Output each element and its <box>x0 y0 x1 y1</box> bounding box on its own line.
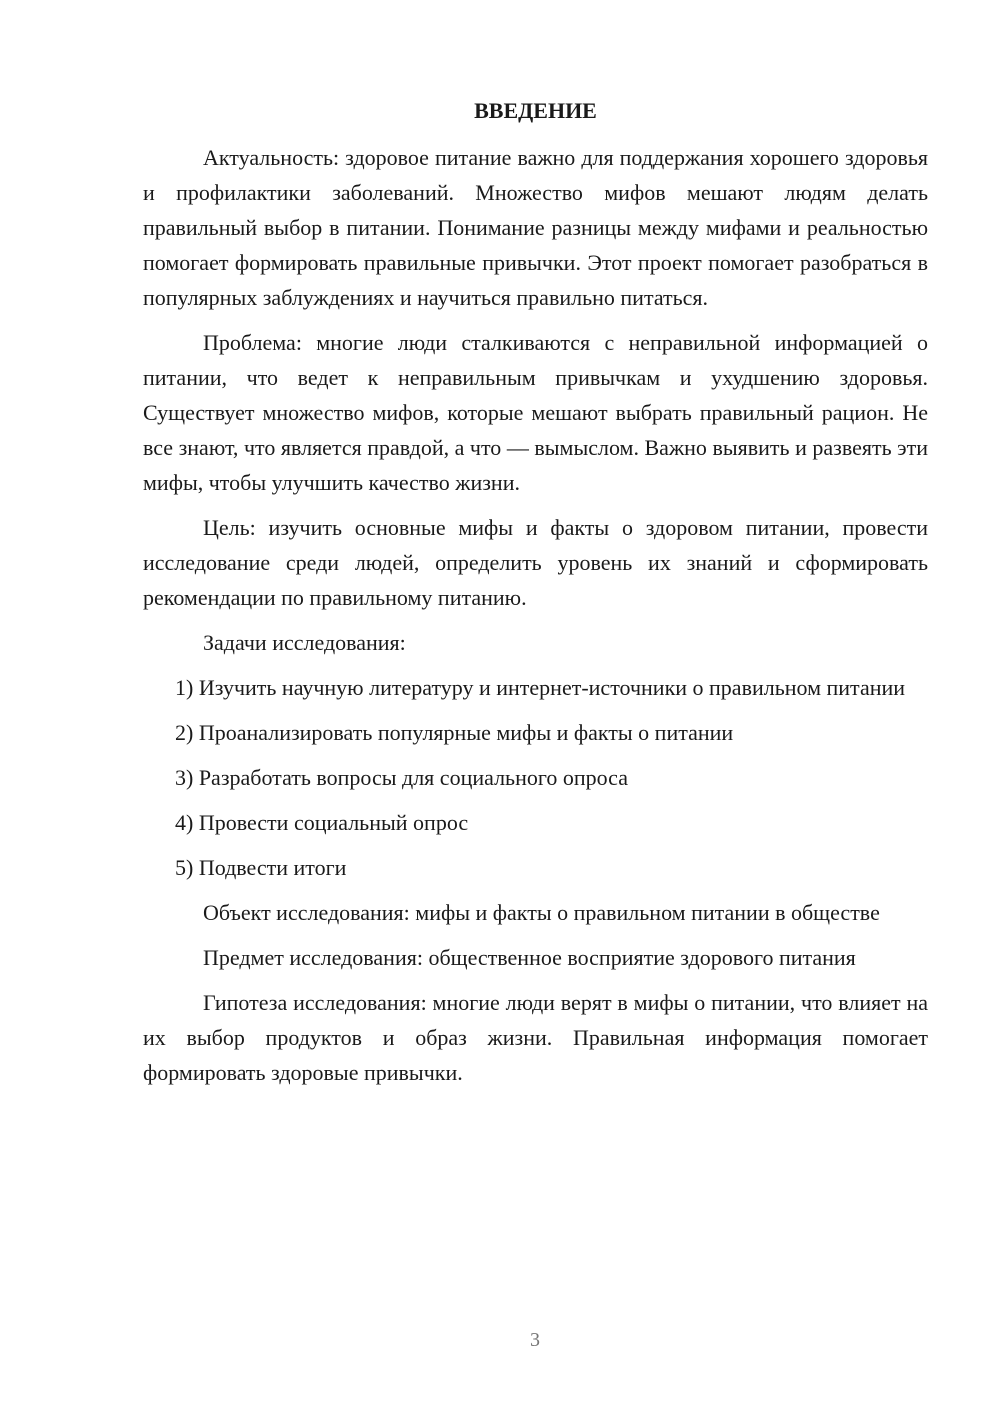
task-item: 4) Провести социальный опрос <box>175 810 469 835</box>
paragraph-hypothesis: Гипотеза исследования: многие люди верят в мифы о питании, что влияет на их выбор продуктов и образ жизни. Правильная информация помогает формировать здоровые привычки. <box>143 990 928 1085</box>
paragraph-object: Объект исследования: мифы и факты о правильном питании в обществе <box>203 900 880 925</box>
page-content <box>143 93 928 1100</box>
task-item: 5) Подвести итоги <box>175 855 347 880</box>
task-item: 1) Изучить научную литературу и интернет-источники о правильном питании <box>175 675 906 700</box>
paragraph-subject: Предмет исследования: общественное восприятие здорового питания <box>203 945 856 970</box>
paragraph-problem: Проблема: многие люди сталкиваются с неправильной информацией о питании, что ведет к неправильным привычкам и ухудшению здоровья. Существует множество мифов, которые мешают выбрать правильный рацион. Не все знают, что является правдой, а что — вымыслом. Важно выявить и развеять эти мифы, чтобы улучшить качество жизни. <box>143 330 928 495</box>
section-title: ВВЕДЕНИЕ <box>474 98 597 123</box>
task-item: 3) Разработать вопросы для социального опроса <box>175 765 628 790</box>
page-number: 3 <box>530 1329 540 1351</box>
task-item: 2) Проанализировать популярные мифы и факты о питании <box>175 720 734 745</box>
paragraph-goal: Цель: изучить основные мифы и факты о здоровом питании, провести исследование среди людей, определить уровень их знаний и сформировать рекомендации по правильному питанию. <box>143 515 928 610</box>
tasks-heading: Задачи исследования: <box>203 630 406 655</box>
paragraph-relevance: Актуальность: здоровое питание важно для поддержания хорошего здоровья и профилактики заболеваний. Множество мифов мешают людям делать правильный выбор в питании. Понимание разницы между мифами и реальностью помогает формировать правильные привычки. Этот проект помогает разобраться в популярных заблуждениях и научиться правильно питаться. <box>143 145 928 310</box>
